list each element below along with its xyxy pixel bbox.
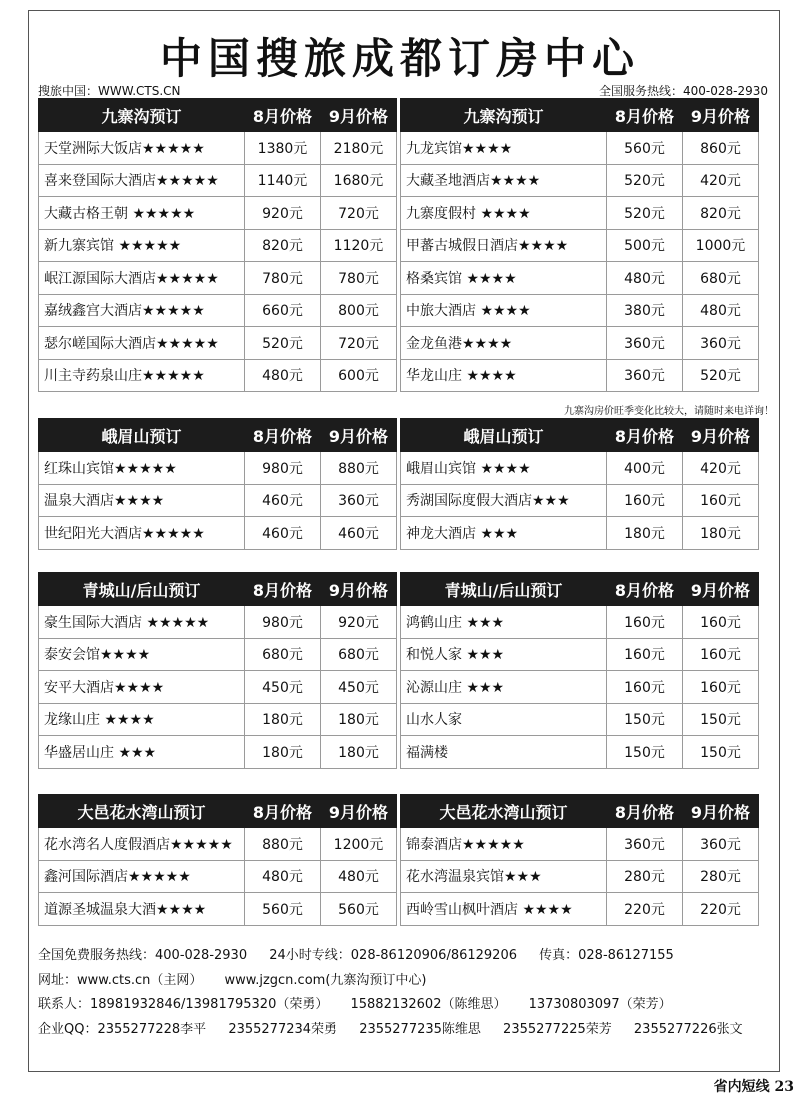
- aug-price: 1380元: [245, 132, 321, 165]
- sep-price: 920元: [321, 606, 397, 639]
- table-row: [39, 452, 759, 485]
- sep-price: 180元: [683, 517, 759, 550]
- hotel-name: 红珠山宾馆★★★★★: [39, 452, 245, 485]
- hotel-name: 泰安会馆★★★★: [39, 638, 245, 671]
- footer-qq-5: 2355277226张文: [633, 1021, 743, 1037]
- sep-price: 1000元: [683, 229, 759, 262]
- aug-price: 660元: [245, 294, 321, 327]
- price-note: 九寨沟房价旺季变化比较大，请随时来电详询！: [564, 406, 774, 417]
- aug-price: 480元: [607, 262, 683, 295]
- aug-price: 520元: [607, 197, 683, 230]
- header-region: 九寨沟预订: [39, 99, 245, 132]
- table-row: [39, 484, 759, 517]
- aug-price: 460元: [245, 484, 321, 517]
- header-sep-price: 9月价格: [321, 419, 397, 452]
- hotel-name: 西岭雪山枫叶酒店 ★★★★: [401, 893, 607, 926]
- header-sep-price: 9月价格: [683, 573, 759, 606]
- sep-price: 1200元: [321, 828, 397, 861]
- header-sep-price: 9月价格: [683, 419, 759, 452]
- aug-price: 220元: [607, 893, 683, 926]
- aug-price: 180元: [607, 517, 683, 550]
- hotel-name: 甲蕃古城假日酒店★★★★: [401, 229, 607, 262]
- aug-price: 150元: [607, 736, 683, 769]
- hotel-name: 道源圣城温泉大酒★★★★: [39, 893, 245, 926]
- footer-24h-line: 24小时专线：028-86120906/86129206: [269, 948, 517, 963]
- sep-price: 450元: [321, 671, 397, 704]
- table-row: [39, 327, 759, 360]
- hotel-name: 沁源山庄 ★★★: [401, 671, 607, 704]
- header-aug-price: 8月价格: [607, 419, 683, 452]
- hotel-name: 中旅大酒店 ★★★★: [401, 294, 607, 327]
- hotel-name: 花水湾温泉宾馆★★★: [401, 860, 607, 893]
- header-region: 九寨沟预订: [401, 99, 607, 132]
- table-header-row: [39, 795, 759, 828]
- footer-contact-1: 联系人：18981932846/13981795320（荣勇）: [38, 997, 329, 1012]
- table-row: [39, 606, 759, 639]
- sep-price: 160元: [683, 638, 759, 671]
- aug-price: 480元: [245, 860, 321, 893]
- sep-price: 280元: [683, 860, 759, 893]
- aug-price: 450元: [245, 671, 321, 704]
- sep-price: 2180元: [321, 132, 397, 165]
- table-row: [39, 359, 759, 392]
- hotel-name: 锦泰酒店★★★★★: [401, 828, 607, 861]
- sep-price: 860元: [683, 132, 759, 165]
- footer-qq-1: 企业QQ：2355277228李平: [38, 1021, 207, 1037]
- header-region: 青城山/后山预订: [401, 573, 607, 606]
- table-header-row: [39, 99, 759, 132]
- aug-price: 680元: [245, 638, 321, 671]
- aug-price: 360元: [607, 359, 683, 392]
- sep-price: 360元: [683, 828, 759, 861]
- hotel-name: 神龙大酒店 ★★★: [401, 517, 607, 550]
- hotel-name: 九龙宾馆★★★★: [401, 132, 607, 165]
- table-row: [39, 828, 759, 861]
- header-region: 青城山/后山预订: [39, 573, 245, 606]
- header-aug-price: 8月价格: [245, 419, 321, 452]
- hotel-name: 花水湾名人度假酒店★★★★★: [39, 828, 245, 861]
- hotel-name: 大藏圣地酒店★★★★: [401, 164, 607, 197]
- site-label: 搜旅中国：WWW.CTS.CN: [38, 84, 181, 98]
- footer-line-qq: [38, 1018, 743, 1043]
- aug-price: 1140元: [245, 164, 321, 197]
- aug-price: 280元: [607, 860, 683, 893]
- aug-price: 920元: [245, 197, 321, 230]
- hotel-name: 鑫河国际酒店★★★★★: [39, 860, 245, 893]
- sep-price: 1680元: [321, 164, 397, 197]
- footer-qq-2: 2355277234荣勇: [228, 1021, 338, 1037]
- hotel-name: 豪生国际大酒店 ★★★★★: [39, 606, 245, 639]
- aug-price: 980元: [245, 606, 321, 639]
- hotel-name: 金龙鱼港★★★★: [401, 327, 607, 360]
- hotel-name: 华龙山庄 ★★★★: [401, 359, 607, 392]
- footer-contact-3: 13730803097（荣芳）: [528, 997, 672, 1012]
- sep-price: 160元: [683, 606, 759, 639]
- header-region: 峨眉山预订: [39, 419, 245, 452]
- section-emeishan: [38, 418, 754, 550]
- hotel-name: 天堂洲际大饭店★★★★★: [39, 132, 245, 165]
- table-row: [39, 132, 759, 165]
- header-aug-price: 8月价格: [607, 99, 683, 132]
- hotel-name: 新九寨宾馆 ★★★★★: [39, 229, 245, 262]
- table-header-row: [39, 419, 759, 452]
- table-row: [39, 703, 759, 736]
- sep-price: 480元: [321, 860, 397, 893]
- section-qingchengshan: [38, 572, 754, 769]
- footer-qq-3: 2355277235陈维思: [359, 1021, 481, 1037]
- section-jiuzhaigou: [38, 98, 754, 392]
- sep-price: 180元: [321, 703, 397, 736]
- header-sep-price: 9月价格: [321, 573, 397, 606]
- sep-price: 220元: [683, 893, 759, 926]
- header-aug-price: 8月价格: [607, 573, 683, 606]
- hotline-label: 全国服务热线：400-028-2930: [598, 84, 768, 98]
- hotel-name: 嘉绒鑫宫大酒店★★★★★: [39, 294, 245, 327]
- sep-price: 680元: [321, 638, 397, 671]
- aug-price: 520元: [245, 327, 321, 360]
- aug-price: 560元: [607, 132, 683, 165]
- sep-price: 160元: [683, 671, 759, 704]
- table-row: [39, 229, 759, 262]
- aug-price: 160元: [607, 638, 683, 671]
- sep-price: 160元: [683, 484, 759, 517]
- header-sep-price: 9月价格: [321, 99, 397, 132]
- hotel-name: 福满楼: [401, 736, 607, 769]
- header-aug-price: 8月价格: [245, 99, 321, 132]
- price-table: [38, 418, 759, 550]
- sep-price: 820元: [683, 197, 759, 230]
- header-region: 峨眉山预订: [401, 419, 607, 452]
- sep-price: 360元: [683, 327, 759, 360]
- footer-contact-2: 15882132602（陈维思）: [350, 997, 507, 1012]
- sep-price: 420元: [683, 164, 759, 197]
- aug-price: 780元: [245, 262, 321, 295]
- table-row: [39, 262, 759, 295]
- footer-line-hotline: [38, 944, 743, 969]
- sep-price: 600元: [321, 359, 397, 392]
- table-row: [39, 294, 759, 327]
- aug-price: 180元: [245, 703, 321, 736]
- hotel-name: 安平大酒店★★★★: [39, 671, 245, 704]
- sep-price: 560元: [321, 893, 397, 926]
- sep-price: 1120元: [321, 229, 397, 262]
- aug-price: 380元: [607, 294, 683, 327]
- sep-price: 880元: [321, 452, 397, 485]
- header-aug-price: 8月价格: [245, 573, 321, 606]
- hotel-name: 鸿鹤山庄 ★★★: [401, 606, 607, 639]
- aug-price: 360元: [607, 327, 683, 360]
- hotel-name: 华盛居山庄 ★★★: [39, 736, 245, 769]
- header-region: 大邑花水湾山预订: [401, 795, 607, 828]
- header-aug-price: 8月价格: [245, 795, 321, 828]
- sep-price: 780元: [321, 262, 397, 295]
- aug-price: 560元: [245, 893, 321, 926]
- aug-price: 160元: [607, 671, 683, 704]
- aug-price: 160元: [607, 606, 683, 639]
- sep-price: 520元: [683, 359, 759, 392]
- table-header-row: [39, 573, 759, 606]
- header-sep-price: 9月价格: [683, 99, 759, 132]
- header-aug-price: 8月价格: [607, 795, 683, 828]
- sep-price: 720元: [321, 327, 397, 360]
- hotel-name: 峨眉山宾馆 ★★★★: [401, 452, 607, 485]
- table-row: [39, 197, 759, 230]
- price-table: [38, 572, 759, 769]
- hotel-name: 秀湖国际度假大酒店★★★: [401, 484, 607, 517]
- footer-qq-4: 2355277225荣芳: [503, 1021, 612, 1037]
- hotel-name: 和悦人家 ★★★: [401, 638, 607, 671]
- hotel-name: 温泉大酒店★★★★: [39, 484, 245, 517]
- header-sep-price: 9月价格: [683, 795, 759, 828]
- hotel-name: 世纪阳光大酒店★★★★★: [39, 517, 245, 550]
- table-row: [39, 671, 759, 704]
- section-dayi-huashuiwan: [38, 794, 754, 926]
- table-row: [39, 164, 759, 197]
- aug-price: 180元: [245, 736, 321, 769]
- footer-fax: 传真：028-86127155: [539, 948, 674, 963]
- header-region: 大邑花水湾山预订: [39, 795, 245, 828]
- sep-price: 800元: [321, 294, 397, 327]
- aug-price: 400元: [607, 452, 683, 485]
- sep-price: 420元: [683, 452, 759, 485]
- aug-price: 160元: [607, 484, 683, 517]
- aug-price: 520元: [607, 164, 683, 197]
- price-table: [38, 98, 759, 392]
- hotel-name: 龙缘山庄 ★★★★: [39, 703, 245, 736]
- footer-website-main[interactable]: 网址：www.cts.cn（主网）: [38, 972, 203, 988]
- footer-website-jzg[interactable]: www.jzgcn.com(九寨沟预订中心): [224, 972, 427, 988]
- sep-price: 720元: [321, 197, 397, 230]
- footer-contacts: [38, 944, 743, 1042]
- aug-price: 360元: [607, 828, 683, 861]
- table-row: [39, 638, 759, 671]
- sep-price: 150元: [683, 736, 759, 769]
- footer-line-contacts: [38, 993, 743, 1018]
- table-row: [39, 517, 759, 550]
- sep-price: 680元: [683, 262, 759, 295]
- hotel-name: 格桑宾馆 ★★★★: [401, 262, 607, 295]
- aug-price: 150元: [607, 703, 683, 736]
- hotel-name: 川主寺药泉山庄★★★★★: [39, 359, 245, 392]
- aug-price: 480元: [245, 359, 321, 392]
- hotel-name: 瑟尔嵯国际大酒店★★★★★: [39, 327, 245, 360]
- hotel-name: 九寨度假村 ★★★★: [401, 197, 607, 230]
- table-row: [39, 893, 759, 926]
- footer-line-website: [38, 969, 743, 994]
- sep-price: 460元: [321, 517, 397, 550]
- footer-free-hotline: 全国免费服务热线：400-028-2930: [38, 948, 248, 963]
- sep-price: 180元: [321, 736, 397, 769]
- table-row: [39, 736, 759, 769]
- aug-price: 460元: [245, 517, 321, 550]
- sep-price: 150元: [683, 703, 759, 736]
- hotel-name: 岷江源国际大酒店★★★★★: [39, 262, 245, 295]
- sep-price: 480元: [683, 294, 759, 327]
- page-title: 中国搜旅成都订房中心: [159, 34, 640, 83]
- aug-price: 980元: [245, 452, 321, 485]
- aug-price: 500元: [607, 229, 683, 262]
- page-mark: 省内短线 23: [713, 1079, 794, 1095]
- hotel-name: 大藏古格王朝 ★★★★★: [39, 197, 245, 230]
- hotel-name: 山水人家: [401, 703, 607, 736]
- sep-price: 360元: [321, 484, 397, 517]
- hotel-name: 喜来登国际大酒店★★★★★: [39, 164, 245, 197]
- header-sep-price: 9月价格: [321, 795, 397, 828]
- aug-price: 820元: [245, 229, 321, 262]
- aug-price: 880元: [245, 828, 321, 861]
- price-table: [38, 794, 759, 926]
- table-row: [39, 860, 759, 893]
